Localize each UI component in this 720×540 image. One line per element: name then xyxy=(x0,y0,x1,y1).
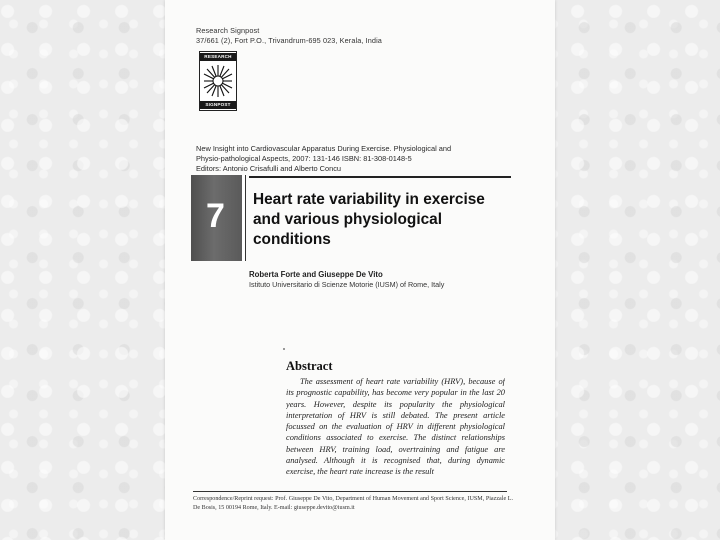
chapter-number: 7 xyxy=(206,197,225,235)
book-title-line-1: New Insight into Cardiovascular Apparatus During Exercise. Physiological and xyxy=(196,144,452,153)
publisher-name: Research Signpost xyxy=(196,26,260,35)
scan-speck xyxy=(283,348,285,350)
authors: Roberta Forte and Giuseppe De Vito xyxy=(249,270,383,279)
publisher-logo xyxy=(199,51,237,111)
correspondence-footnote: Correspondence/Reprint request: Prof. Giuseppe De Vito, Department of Human Movement and Sport Science, IUSM, Piazzale L. De Bosis, 15 00194 Rome, Italy. E-mail: giuseppe.devito@iusm.it xyxy=(193,496,513,511)
chapter-title: Heart rate variability in exercise and various physiological conditions xyxy=(253,191,485,248)
abstract-heading: Abstract xyxy=(286,359,333,373)
logo-top-text: RESEARCH xyxy=(200,53,236,61)
chapter-header xyxy=(191,175,511,263)
publisher-address: 37/661 (2), Fort P.O., Trivandrum-695 023, Kerala, India xyxy=(196,36,382,45)
sunburst-icon xyxy=(203,64,233,98)
footnote-rule xyxy=(193,491,507,492)
document-page xyxy=(165,0,555,540)
logo-bottom-text: SIGNPOST xyxy=(200,101,236,109)
book-editors: Editors: Antonio Crisafulli and Alberto Concu xyxy=(196,164,342,173)
chapter-number-box xyxy=(191,175,245,261)
affiliation: Istituto Universitario di Scienze Motorie (IUSM) of Rome, Italy xyxy=(249,280,445,289)
book-title-line-2: Physio-pathological Aspects, 2007: 131-146 ISBN: 81-308-0148-5 xyxy=(196,154,412,163)
abstract-text: The assessment of heart rate variability (HRV), because of its prognostic capability, has become very popular in the last 20 years. However, despite its popularity the physiological interpretation of HRV is still debated. The present article focussed on the evaluation of HRV in different physiological conditions associated to exercise. The distinct relationships between HRV, training load, overtraining and fatigue are analysed. Although it is recognised that, during dynamic exercise, the heart rate increase is the result xyxy=(286,377,505,477)
chapter-rule xyxy=(249,176,511,178)
